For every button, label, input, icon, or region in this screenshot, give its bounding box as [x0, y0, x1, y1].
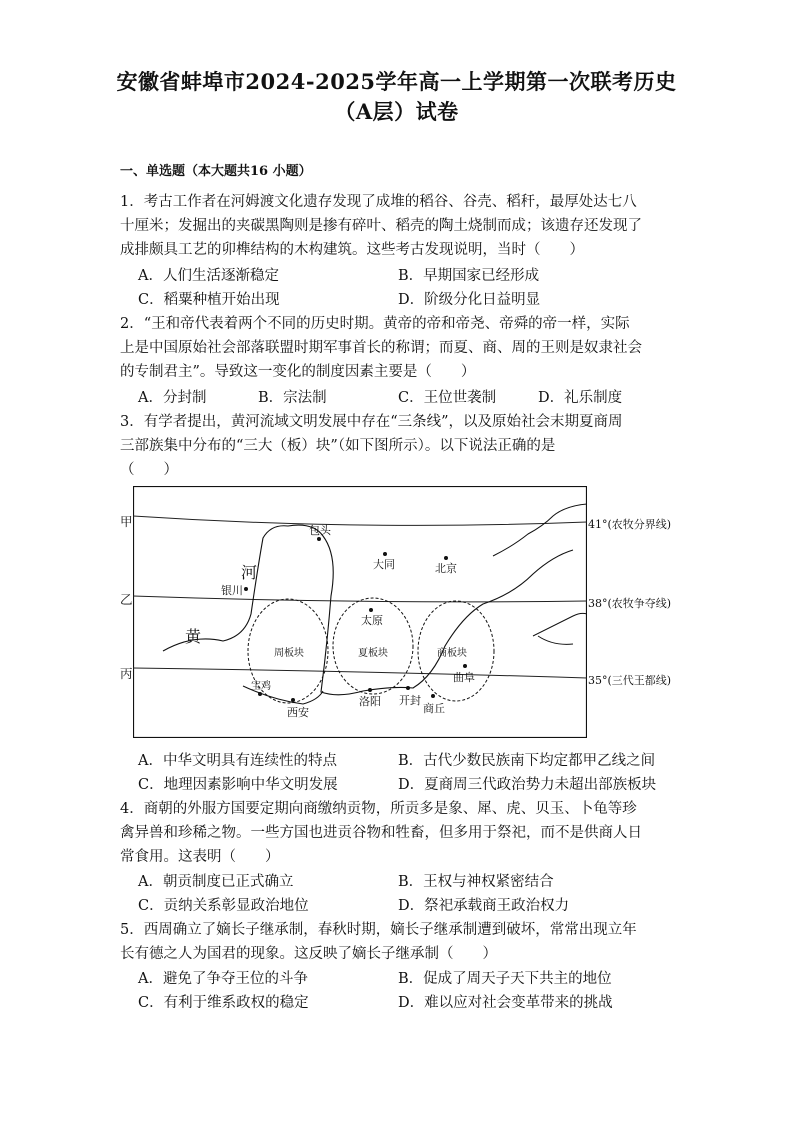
option-a[interactable]: A．人们生活逐渐稳定 — [138, 268, 279, 284]
title-line-1: 安徽省蚌埠市2024-2025学年高一上学期第一次联考历史 — [116, 69, 677, 94]
map-line-label-yi: 乙 — [120, 592, 133, 607]
option-b[interactable]: B．宗法制 — [258, 390, 327, 406]
option-c[interactable]: C．地理因素影响中华文明发展 — [138, 777, 338, 793]
city-dot-qufu — [463, 664, 467, 668]
question-line: 1．考古工作者在河姆渡文化遗存发现了成堆的稻谷、谷壳、稻秆，最厚处达七八 — [120, 194, 637, 210]
map-line-label-bing: 丙 — [120, 666, 133, 681]
river-char-huang: 黄 — [185, 627, 202, 646]
option-a[interactable]: A．朝贡制度已正式确立 — [138, 874, 294, 890]
question-line: 上是中国原始社会部落联盟时期军事首长的称谓；而夏、商、周的王则是奴隶社会 — [120, 340, 642, 356]
river-char-he: 河 — [241, 563, 258, 582]
question-line: 5．西周确立了嫡长子继承制，春秋时期，嫡长子继承制遭到破坏，常常出现立年 — [120, 922, 637, 938]
city-label-luoyang: 洛阳 — [359, 695, 381, 708]
city-dot-kaifeng — [406, 686, 410, 690]
map-right-label-41: 41°(农牧分界线) — [588, 518, 672, 531]
city-dot-baotou — [317, 537, 321, 541]
option-c[interactable]: C．有利于维系政权的稳定 — [138, 995, 309, 1011]
option-a[interactable]: A．分封制 — [138, 390, 207, 406]
city-label-yinchuan: 银川 — [221, 584, 243, 597]
option-a[interactable]: A．中华文明具有连续性的特点 — [138, 753, 337, 769]
option-c[interactable]: C．王位世袭制 — [398, 390, 497, 406]
block-label-xia: 夏板块 — [358, 648, 388, 659]
city-dot-yinchuan — [244, 587, 248, 591]
block-label-zhou: 周板块 — [274, 648, 304, 659]
option-d[interactable]: D．夏商周三代政治势力未超出部族板块 — [398, 777, 657, 793]
title-line-2: （A层）试卷 — [334, 99, 459, 124]
city-label-datong: 大同 — [373, 558, 395, 571]
city-dot-beijing — [444, 556, 448, 560]
question-text — [120, 190, 680, 262]
option-b[interactable]: B．早期国家已经形成 — [398, 268, 540, 284]
city-dot-xian — [291, 698, 295, 702]
city-label-xian: 西安 — [287, 706, 309, 719]
city-dot-baoji — [258, 692, 262, 696]
option-d[interactable]: D．阶级分化日益明显 — [398, 292, 541, 308]
section-heading: 一、单选题（本大题共16 小题） — [120, 164, 312, 179]
question-line: （ ） — [120, 462, 178, 478]
city-label-kaifeng: 开封 — [399, 694, 421, 707]
question-text — [120, 410, 680, 482]
city-label-taiyuan: 太原 — [361, 614, 383, 627]
city-label-qufu: 曲阜 — [453, 671, 475, 684]
question-line: 的专制君主”。导致这一变化的制度因素主要是（ ） — [120, 364, 476, 380]
city-dot-datong — [383, 552, 387, 556]
question-line: 3．有学者提出，黄河流域文明发展中存在“三条线”，以及原始社会末期夏商周 — [120, 414, 623, 430]
block-label-shang: 商板块 — [437, 648, 467, 659]
city-label-shangqiu: 商丘 — [423, 702, 445, 715]
map-right-label-35: 35°(三代王都线) — [588, 674, 672, 687]
question-line: 十厘米；发掘出的夹碳黑陶则是掺有碎叶、稻壳的陶土烧制而成；该遗存还发现了 — [120, 218, 642, 234]
option-d[interactable]: D．祭祀承载商王政治权力 — [398, 898, 570, 914]
question-line: 成排颇具工艺的卯榫结构的木构建筑。这些考古发现说明，当时（ ） — [120, 242, 584, 258]
question-line: 4．商朝的外服方国要定期向商缴纳贡物，所贡多是象、犀、虎、贝玉、卜龟等珍 — [120, 801, 637, 817]
question-line: 长有德之人为国君的现象。这反映了嫡长子继承制（ ） — [120, 946, 497, 962]
map-figure — [133, 486, 587, 738]
question-line: 禽异兽和珍稀之物。一些方国也进贡谷物和牲畜，但多用于祭祀，而不是供商人日 — [120, 825, 642, 841]
option-d[interactable]: D．难以应对社会变革带来的挑战 — [398, 995, 613, 1011]
city-label-beijing: 北京 — [435, 562, 457, 575]
city-dot-shangqiu — [431, 694, 435, 698]
option-c[interactable]: C．贡纳关系彰显政治地位 — [138, 898, 309, 914]
city-label-baotou: 包头 — [309, 524, 331, 537]
city-dot-taiyuan — [369, 608, 373, 612]
question-text — [120, 312, 680, 384]
map-line-label-jia: 甲 — [120, 514, 133, 529]
option-b[interactable]: B．王权与神权紧密结合 — [398, 874, 554, 890]
city-label-baoji: 宝鸡 — [251, 681, 271, 692]
question-line: 三部族集中分布的“三大（板）块”（如下图所示）。以下说法正确的是 — [120, 438, 556, 454]
city-dot-luoyang — [368, 688, 372, 692]
option-c[interactable]: C．稻粟种植开始出现 — [138, 292, 280, 308]
question-line: 常食用。这表明（ ） — [120, 849, 280, 865]
map-right-label-38: 38°(农牧争夺线) — [588, 597, 672, 610]
option-d[interactable]: D．礼乐制度 — [538, 390, 623, 406]
option-a[interactable]: A．避免了争夺王位的斗争 — [138, 971, 308, 987]
question-text — [120, 797, 680, 869]
option-b[interactable]: B．古代少数民族南下均定都甲乙线之间 — [398, 753, 656, 769]
question-text — [120, 918, 680, 966]
question-line: 2．“王和帝代表着两个不同的历史时期。黄帝的帝和帝尧、帝舜的帝一样，实际 — [120, 316, 630, 332]
option-b[interactable]: B．促成了周天子天下共主的地位 — [398, 971, 612, 987]
